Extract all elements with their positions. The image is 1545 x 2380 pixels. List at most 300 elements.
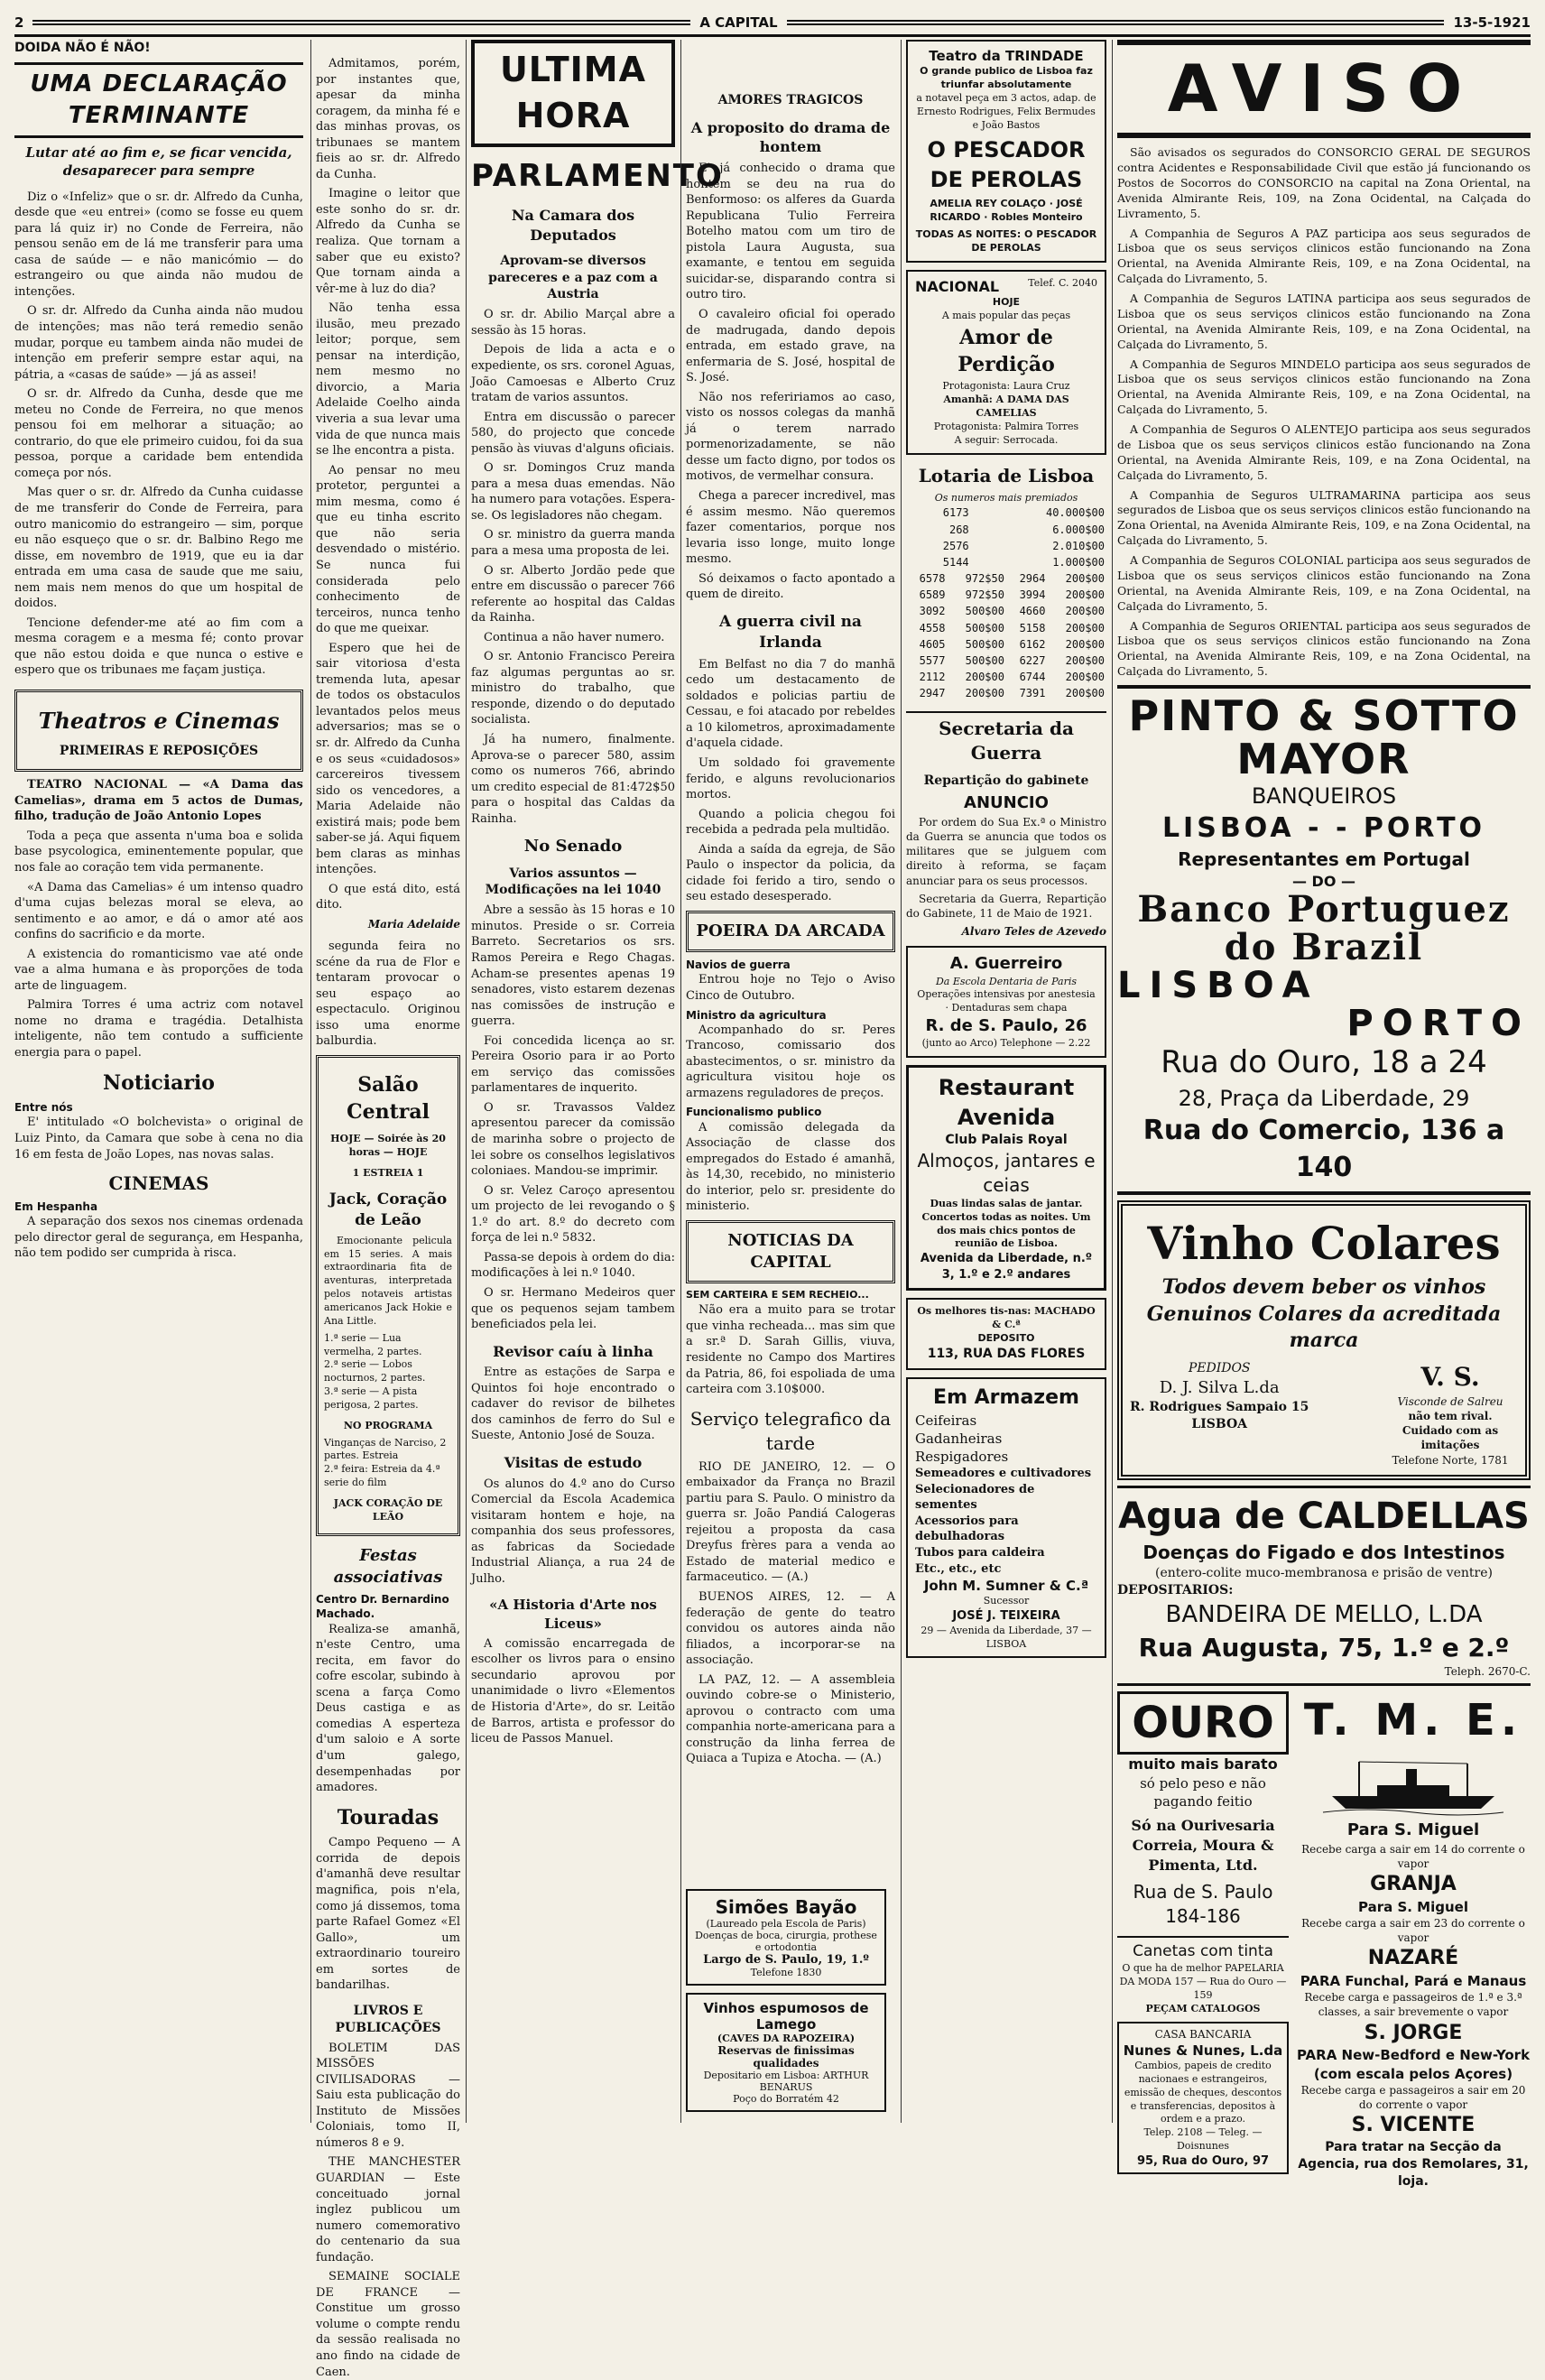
vinho-subtitle: Visconde de Salreu	[1397, 1394, 1503, 1408]
table-cell: 5158	[1019, 621, 1046, 634]
series-item: 1.ª serie — Lua vermelha, 2 partes.	[324, 1331, 422, 1357]
armazem-ad	[906, 1377, 1106, 1659]
guerreiro-title: A. Guerreiro	[949, 954, 1063, 974]
restaurant-club: Club Palais Royal	[945, 1133, 1068, 1148]
poeira-title: POEIRA DA ARCADA	[696, 921, 885, 940]
vinho-pedidos: PEDIDOS	[1188, 1360, 1251, 1375]
guerra-anuncio: ANUNCIO	[964, 793, 1049, 813]
paragraph: O que está dito, está dito.	[316, 882, 460, 912]
telegrafico-title: Serviço telegrafico da tarde	[689, 1407, 892, 1454]
paragraph: O sr. ministro da guerra manda para a mesa uma proposta de lei.	[471, 528, 675, 558]
visitas-title: Visitas de estudo	[504, 1453, 643, 1471]
nacional-ad	[906, 270, 1106, 455]
historia-title: «A Historia d'Arte nos Liceus»	[489, 1597, 657, 1632]
table-cell: 2112	[919, 671, 946, 684]
armazem-item: Respigadores	[915, 1449, 1009, 1465]
paragraph: Espero que hei de sair vitoriosa d'esta tremenda luta, apesar de todos os obstaculos levantados pelos meus adversarios; mas se o sr. dr. Alfredo da Cunha e os seus «cuidadosos» carcereiros tivessem sido os vencedores, a Maria Adelaide não existirá mais; pode bem saber-se já. Aqui fiquem bem claras as minhas intenções.	[316, 641, 460, 877]
table-cell: 6162	[1019, 637, 1046, 651]
column-5	[906, 40, 1106, 2123]
table-cell: 2964	[1019, 572, 1046, 586]
trindade-subtitle: O grande publico de Lisboa faz triunfar absolutamente	[920, 65, 1093, 91]
table-cell: 4660	[1019, 605, 1046, 618]
paragraph: Imagine o leitor que este sonho do sr. dr. Alfredo da Cunha se realiza. Que tornam a saber que eu existo? Que tornam ainda a vêr-me à luz do dia?	[316, 187, 460, 296]
cinemas-title: CINEMAS	[108, 1172, 209, 1195]
casa-bancaria-ad	[1117, 2022, 1289, 2175]
table-row	[906, 603, 1106, 619]
table-cell: 1.000$00	[1052, 555, 1105, 569]
pinto-address-2: 28, Praça da Liberdade, 29	[1178, 1086, 1470, 1112]
armazem-item: Acessorios para debulhadoras	[915, 1514, 1019, 1544]
bayao-desc: Doenças de boca, cirurgia, prothese e ortodontia	[695, 1930, 877, 1953]
pinto-sotto-mayor-ad	[1117, 685, 1531, 1195]
vinho-rival: não tem rival. Cuidado com as imitações	[1402, 1409, 1499, 1452]
cinemas-subtitle: Em Hespanha	[14, 1200, 98, 1214]
program-next: 2.ª feira: Estreia da 4.ª serie do film	[324, 1463, 440, 1489]
armazem-item: Semeadores e cultivadores	[915, 1467, 1092, 1481]
paragraph: RIO DE JANEIRO, 12. — O embaixador da França no Brazil partiu para S. Paulo. O ministro da guerra sr. João Pandiá Calogeras rejeitou a proposta da casa Dreyfus frères para a venda ao Estado de material medico e farmaceutico. — (A.)	[686, 1459, 895, 1585]
table-cell: 2.010$00	[1052, 539, 1105, 552]
noticiario-title: Noticiario	[103, 1070, 215, 1095]
nacional-prot2: Protagonista: Palmira Torres	[933, 420, 1079, 432]
column-1	[14, 40, 303, 2123]
table-cell: 6578	[919, 572, 946, 586]
salao-title: Salão Central	[347, 1073, 430, 1124]
paragraph: Em Belfast no dia 7 do manhã cedo um destacamento de soldados e policias partiu de Cessau, e foi atacado por rebeldes a 10 kilometros, aproximadamente d'aquela cidade.	[686, 657, 895, 751]
paragraph: O sr. Domingos Cruz manda para a mesa duas emendas. Não ha numero para votações. Espera-se. Os legisladores não chegam.	[471, 461, 675, 523]
table-cell: 200$00	[1065, 605, 1105, 618]
subhead-declaracao: Lutar até ao fim e, se ficar vencida, desaparecer para sempre	[25, 144, 292, 180]
tme-ship-desc: PARA New-Bedford e New-York (com escala pelos Açores)	[1296, 2047, 1531, 2082]
table-row	[906, 587, 1106, 603]
series-item: 2.ª serie — Lobos nocturnos, 2 partes.	[324, 1358, 426, 1384]
canetas-foot: PEÇAM CATALOGOS	[1145, 2002, 1261, 2014]
table-cell: 5577	[919, 654, 946, 668]
ouro-subtitle: muito mais barato	[1128, 1755, 1278, 1773]
tme-ship-desc: Recebe carga a sair em 14 do corrente o vapor	[1301, 1842, 1525, 1870]
nacional-prot: Protagonista: Laura Cruz	[942, 380, 1070, 393]
ultima-hora-banner: ULTIMA HORA	[471, 40, 675, 147]
pinto-title: PINTO & SOTTO MAYOR	[1128, 691, 1520, 784]
armazem-address: 29 — Avenida da Liberdade, 37 — LISBOA	[921, 1624, 1092, 1650]
paragraph: Foi concedida licença ao sr. Pereira Osorio para ir ao Porto em serviço das comissões parlamentares de inquerito.	[471, 1033, 675, 1096]
aviso-item: A Companhia de Seguros MINDELO participa aos seus segurados de Lisboa que os seus serviços clinicos estão funcionando na Zona Oriental, na Avenida Almirante Reis, 109, e na Zona Ocidental, na Calçada do Livramento, 5.	[1117, 357, 1531, 417]
armazem-item: Tubos para caldeira	[915, 1545, 1045, 1560]
table-row	[906, 522, 1106, 538]
camara-title: Na Camara dos Deputados	[511, 207, 635, 245]
casa-title: CASA BANCARIA	[1154, 2027, 1252, 2041]
nacional-play: Amor de Perdição	[958, 325, 1055, 376]
trindade-play: O PESCADOR DE PEROLAS	[927, 137, 1086, 192]
irlanda-title: A guerra civil na Irlanda	[719, 612, 862, 652]
tme-ship-name: S. VICENTE	[1351, 2114, 1476, 2137]
paragraph: Ao pensar no meu protetor, perguntei a mim mesma, como é que eu tinha escrito que não seria desvendado o mistério. Se nunca fui considerada pelo conhecimento de terceiros, nunca tenho do que me queixar.	[316, 463, 460, 636]
guerra-title: Secretaria da Guerra	[906, 711, 1106, 765]
paragraph: Um soldado foi gravemente ferido, e alguns revolucionarios mortos.	[686, 756, 895, 802]
caldellas-company: BANDEIRA DE MELLO, L.DA	[1165, 1600, 1483, 1628]
poeira-subtitle: Navios de guerra	[686, 958, 791, 972]
kicker: DOIDA NÃO É NÃO!	[14, 41, 151, 55]
paragraph: Tencione defender-me até ao fim com a mesma coragem e a mesma fé; conto provar que não estou doida e que nunca o estive e espero que os tribunaes me façam justiça.	[14, 616, 303, 678]
tme-ship-desc: Recebe carga e passageiros de 1.ª e 3.ª classes, a sair brevemente o vapor	[1304, 1991, 1522, 2019]
vinho-slogan: Todos devem beber os vinhos Genuinos Colares da acreditada marca	[1146, 1274, 1502, 1353]
armazem-item: Ceifeiras	[915, 1412, 977, 1429]
noticiario-subtitle: Entre nós	[14, 1101, 73, 1115]
lotaria-top-table	[906, 505, 1106, 570]
canetas-title: Canetas com tinta	[1133, 1942, 1273, 1961]
tme-ship-desc: Recebe carga a sair em 23 do corrente o vapor	[1301, 1916, 1525, 1945]
funcionalismo-title: Funcionalismo publico	[686, 1106, 822, 1119]
noticias-title: NOTICIAS DA CAPITAL	[727, 1230, 854, 1273]
theatre-item: TEATRO NACIONAL — «A Dama das Camelias», drama em 5 actos de Dumas, filho, tradução de João Antonio Lopes	[14, 778, 303, 824]
senado-subtitle: Varios assuntos — Modificações na lei 1040	[485, 866, 661, 898]
table-cell: 2947	[919, 687, 946, 700]
table-row	[906, 669, 1106, 685]
table-cell: 200$00	[1065, 687, 1105, 700]
pinto-rep: Representantes em Portugal	[1178, 847, 1470, 870]
caldellas-title: Agua de CALDELLAS	[1118, 1495, 1530, 1537]
nacional-seguir: A seguir: Serrocada.	[954, 433, 1059, 446]
agricultura-title: Ministro da agricultura	[686, 1008, 827, 1022]
parlamento-title: PARLAMENTO	[471, 157, 724, 194]
lamego-subtitle: (CAVES DA RAPOZEIRA)	[717, 2033, 856, 2044]
armazem-owner: JOSÉ J. TEIXEIRA	[952, 1609, 1060, 1624]
table-cell: 200$00	[1065, 588, 1105, 602]
festas-title: Festas associativas	[333, 1545, 443, 1587]
paragraph: Passa-se depois à ordem do dia: modificações à lei n.º 1040.	[471, 1250, 675, 1281]
armazem-item: Selecionadores de sementes	[915, 1482, 1035, 1513]
casa-name: Nunes & Nunes, L.da	[1123, 2042, 1283, 2059]
lamego-title: Vinhos espumosos de Lamego	[703, 2000, 869, 2033]
restaurant-address: Avenida da Liberdade, n.º 3, 1.º e 2.º andares	[920, 1252, 1093, 1282]
bayao-address: Largo de S. Paulo, 19, 1.º	[703, 1953, 869, 1967]
paragraph: Por ordem do Sua Ex.ª o Ministro da Guerra se anuncia que todos os militares que se julguem com direito à reforma, se façam anunciar para os seus processos.	[906, 815, 1106, 887]
paragraph: LA PAZ, 12. — A assembleia ouvindo cobre-se o Ministerio, aprovou o contracto com uma companhia norte-americana para a construção da linha ferrea de Quiaca a Tupiza e Atocha. — (A.)	[686, 1672, 895, 1766]
paragraph: Abre a sessão às 15 horas e 10 minutos. Preside o sr. Correia Barreto. Secretarios os srs. Ramos Pereira e Rego Chagas. Acham-se presentes apenas 19 senadores, visto estarem dezenas nas comissões de instrução e guerra.	[471, 903, 675, 1029]
aviso-item: A Companhia de Seguros COLONIAL participa aos seus segurados de Lisboa que os seus serviços clinicos estão funcionando na Zona Oriental, na Avenida Almirante Reis, 109, e na Zona Ocidental, na Calçada do Livramento, 5.	[1117, 553, 1531, 613]
vinho-dealer: D. J. Silva L.da	[1159, 1377, 1280, 1397]
restaurant-title: Restaurant Avenida	[938, 1075, 1075, 1130]
paragraph: O sr. Travassos Valdez apresentou parecer da comissão de marinha sobre o projecto de lei sobre os conselhos legislativos coloniaes. Mandou-se imprimir.	[471, 1100, 675, 1179]
caldellas-dep: DEPOSITARIOS:	[1117, 1582, 1234, 1597]
lotaria-section	[906, 464, 1106, 702]
table-cell: 3092	[919, 605, 946, 618]
ouro-title: OURO	[1117, 1691, 1289, 1755]
bayao-subtitle: (Laureado pela Escola de Paris)	[706, 1918, 866, 1930]
table-cell: 972$50	[965, 588, 1004, 602]
table-row	[906, 636, 1106, 653]
bayao-ad	[686, 1889, 886, 1986]
paragraph: «A Dama das Camelias» é um intenso quadro d'uma cujas belezas moral se eleva, ao sentimento e ao amor, e dá o amor até aos confins do sacrificio e da morte.	[14, 880, 303, 942]
caldellas-address: Rua Augusta, 75, 1.º e 2.º	[1138, 1632, 1510, 1662]
table-cell: 6.000$00	[1052, 523, 1105, 536]
trindade-cast: AMELIA REY COLAÇO · JOSÉ RICARDO · Robles Monteiro	[930, 198, 1083, 224]
column-6	[1117, 40, 1531, 2189]
noticias-subtitle: SEM CARTEIRA E SEM RECHEIO...	[686, 1289, 869, 1301]
signature: Maria Adelaide	[367, 917, 460, 931]
amores-title: AMORES TRAGICOS	[717, 93, 864, 107]
guerra-signature: Alvaro Teles de Azevedo	[961, 925, 1106, 939]
paragraph: O sr. Alberto Jordão pede que entre em discussão o parecer 766 referente ao hospital das Caldas da Rainha.	[471, 563, 675, 625]
pinto-bank: Banco Portuguez do Brazil	[1137, 888, 1511, 969]
aviso-item: A Companhia de Seguros A PAZ participa aos seus segurados de Lisboa que os seus serviços clinicos estão funcionando na Zona Oriental, na Avenida Almirante Reis, 109, e na Zona Ocidental, na Calçada do Livramento, 5.	[1117, 226, 1531, 286]
paragraph: Já ha numero, finalmente. Aprova-se o parecer 580, assim como os numeros 766, abrindo um credito especial de 81:472$50 para o hospital das Caldas da Rainha.	[471, 733, 675, 826]
pinto-address-3: Rua do Comercio, 136 a 140	[1143, 1115, 1505, 1183]
salao-film: Jack, Coração de Leão	[328, 1190, 448, 1229]
paragraph: O sr. dr. Alfredo da Cunha ainda não mudou de intenções; mas não terá remedio senão mudar, porque eu tambem ainda não mudei de intenção em preferir sempre estar aqui, na pátria, a «casas de saúde» — já as assei!	[14, 304, 303, 382]
pinto-do: — DO —	[1291, 872, 1356, 890]
paragraph: BOLETIM DAS MISSÕES CIVILISADORAS — Saiu esta publicação do Instituto de Missões Coloniais, tomo II, números 8 e 9.	[316, 2041, 460, 2150]
table-cell: 6589	[919, 588, 946, 602]
aviso-item: A Companhia de Seguros LATINA participa aos seus segurados de Lisboa que os seus serviços clinicos estão funcionando na Zona Oriental, na Avenida Almirante Reis, 109, e na Zona Ocidental, na Calçada do Livramento, 5.	[1117, 292, 1531, 351]
table-row	[906, 685, 1106, 701]
paragraph: E' intitulado «O bolchevista» o original de Luiz Pinto, da Camara que sobe à cena no dia 16 em festa de João Lopes, nas novas salas.	[14, 1116, 303, 1162]
nacional-tel: Telef. C. 2040	[1028, 276, 1097, 289]
table-cell: 6173	[942, 506, 969, 520]
nacional-hoje: HOJE	[992, 296, 1021, 309]
aviso-item: São avisados os segurados do CONSORCIO GERAL DE SEGUROS contra Acidentes e Responsabilidade Civil que estão já funcionando os Postos de Socorros do CONSORCIO na capital na Zona Oriental, na Avenida Almirante Reis, 109, na Zona Ocidental, na Calçada do Livramento, 5.	[1117, 145, 1531, 220]
paragraph: Quando a policia chegou foi recebida a pedrada pela multidão.	[686, 807, 895, 838]
paragraph: Os alunos do 4.º ano do Curso Comercial da Escola Academica visitaram hontem e hoje, na companhia dos seus professores, as fabricas da Sociedade Industrial Aliança, a rua 24 de Julho.	[471, 1477, 675, 1586]
paragraph: Entre as estações de Sarpa e Quintos foi hoje encontrado o cadaver do revisor de bilhetes dos caminhos de ferro do Sul e Sueste, Antonio José de Souza.	[471, 1366, 675, 1443]
armazem-item: Gadanheiras	[915, 1430, 1003, 1447]
tme-ship-desc: Para tratar na Secção da Agencia, rua dos Remolares, 31, loja.	[1298, 2139, 1529, 2189]
tme-ship-name: GRANJA	[1370, 1873, 1457, 1896]
table-cell: 500$00	[965, 654, 1004, 668]
paragraph: E' já conhecido o drama que hontem se deu na rua do Benformoso: os alferes da Guarda Republicana Tulio Ferreira Botelho matou com um tiro de pistola Laura Augusta, sua examante, e tentou em seguida suicidar-se, disparando contra si outro tiro.	[686, 162, 895, 302]
tme-ship-name: Para S. Miguel	[1346, 1820, 1480, 1840]
paragraph: Emocionante pelicula em 15 series. A mais extraordinaria fita de aventuras, interpretada pelos notaveis artistas americanos Jack Hokie e Ana Little.	[324, 1234, 452, 1327]
table-cell: 200$00	[965, 671, 1004, 684]
column-4	[686, 85, 895, 2123]
ouro-column	[1117, 1691, 1289, 2190]
restaurant-meals: Almoços, jantares e ceias	[917, 1149, 1096, 1196]
paragraph: Entra em discussão o parecer 580, do projecto que concede pensão às viuvas d'alguns oficiais.	[471, 410, 675, 456]
paragraph: Não nos refeririamos ao caso, visto os nossos colegas da manhã já o terem narrado pormenorizadamente, se não desse um facto digno, por todos os motivos, de vermelhar consura.	[686, 390, 895, 484]
theatres-subtitle: PRIMEIRAS E REPOSIÇÕES	[59, 744, 259, 759]
paragraph: segunda feira no scéne da rua de Flor e tentaram provocar o seu espaço ao espectaculo. Originou isso uma enorme balburdia.	[316, 940, 460, 1049]
paragraph: Depois de lida a acta e o expediente, os srs. coronel Aguas, João Camoesas e Alberto Cruz tratam de varios assuntos.	[471, 343, 675, 405]
machado-title: Os melhores tis-nas: MACHADO & C.ª	[917, 1305, 1096, 1331]
table-cell: 4605	[919, 637, 946, 651]
guerreiro-tel: (junto ao Arco) Telephone — 2.22	[921, 1037, 1091, 1050]
aviso-title: AVISO	[1117, 40, 1531, 138]
trindade-ad	[906, 40, 1106, 263]
table-cell: 200$00	[1065, 654, 1105, 668]
bottom-ads	[1117, 1683, 1531, 2190]
paragraph: O sr. dr. Alfredo da Cunha, desde que me meteu no Conde de Ferreira, no que menos pensou foi em melhorar a situação; ao contrario, do que ele primeiro cuidou, foi da sua pessoa, porque a caridade bem entendida começa por nós.	[14, 387, 303, 480]
ouro-place: Só na Ourivesaria Correia, Moura & Pimenta, Ltd.	[1131, 1817, 1275, 1874]
aviso-item: A Companhia de Seguros ULTRAMARINA participa aos seus segurados de Lisboa que os seus serviços clinicos estão funcionando na Zona Oriental, na Avenida Almirante Reis, 109, e na Zona Ocidental, na Calçada do Livramento, 5.	[1117, 487, 1531, 548]
caldellas-subtitle: Doenças do Figado e dos Intestinos	[1143, 1541, 1505, 1563]
paragraph: Diz o «Infeliz» que o sr. dr. Alfredo da Cunha, desde que «eu entrei» (como se fosse eu quem para lá quiz ir) no Conde de Ferreira, não pensou senão em de lá me transferir para uma casa de saúde — e não manicómio — do estrangeiro ou que ainda não mudou de intenções.	[14, 190, 303, 299]
tme-title: T. M. E.	[1303, 1694, 1523, 1746]
armazem-company: John M. Sumner & C.ª	[923, 1578, 1089, 1595]
poeira-banner	[686, 911, 895, 952]
guerra-subtitle: Repartição do gabinete	[923, 773, 1089, 788]
paragraph: Acompanhado do sr. Peres Trancoso, comissario dos abastecimentos, o sr. ministro da agricultura visitou hoje os armazens reguladores de preços.	[686, 1023, 895, 1100]
paragraph: Continua a não haver numero.	[484, 630, 665, 644]
bayao-title: Simões Bayão	[715, 1896, 857, 1918]
livros-title: LIVROS E PUBLICAÇÕES	[335, 2003, 441, 2035]
table-row	[906, 554, 1106, 570]
theatres-section	[14, 690, 303, 772]
headline-declaracao: UMA DECLARAÇÃO TERMINANTE	[14, 62, 303, 138]
bayao-tel: Telefone 1830	[750, 1967, 822, 1978]
guerreiro-subtitle: Da Escola Dentaria de Paris	[935, 975, 1078, 987]
table-cell: 6744	[1019, 671, 1046, 684]
tme-ship-name: NAZARÉ	[1367, 1947, 1459, 1970]
pinto-porto: PORTO	[1346, 1003, 1531, 1045]
paragraph: Palmira Torres é uma actriz com notavel nome no drama e tragédia. Detalhista inteligente, não tem contudo a sufficiente energia para o papel.	[14, 998, 303, 1060]
issue-date: 13-5-1921	[1453, 14, 1531, 31]
trindade-title: Teatro da TRINDADE	[929, 48, 1084, 64]
table-cell: 200$00	[1065, 637, 1105, 651]
table-cell: 200$00	[1065, 671, 1105, 684]
paragraph: Admitamos, porém, por instantes que, apesar da minha coragem, da minha fé e das minhas provas, os tribunaes se mantem fieis ao sr. dr. Alfredo da Cunha.	[316, 57, 460, 181]
casa-address: 95, Rua do Ouro, 97	[1136, 2153, 1270, 2168]
revisor-title: Revisor caíu à linha	[493, 1342, 653, 1360]
paragraph: BUENOS AIRES, 12. — A federação de gente do teatro convidou os autores ainda não filiados, a incorporar-se na associação.	[686, 1589, 895, 1668]
paragraph: Não era a muito para se trotar que vinha recheada... mas sim que a sr.ª D. Sarah Gillis, viuva, residente no Campo dos Martires da Patria, 86, foi espoliada de uma carteira com 3.10$000.	[686, 1303, 895, 1397]
pinto-subtitle: BANQUEIROS	[1251, 783, 1397, 809]
paragraph: Realiza-se amanhã, n'este Centro, uma recita, em favor do cofre escolar, subindo à scena a farça Como Deus castiga e as comedias A esperteza d'um saloio e A sorte d'um galego, desempenhadas por amadores.	[316, 1622, 460, 1795]
column-3	[471, 40, 724, 2123]
tme-ship-desc: PARA Funchal, Pará e Manaus	[1300, 1973, 1527, 1990]
table-row	[906, 538, 1106, 554]
paragraph: Toda a peça que assenta n'uma boa e solida base psycologica, eminentemente popular, que nos fale ao coração tem vida permanente.	[14, 829, 303, 875]
machado-address: 113, RUA DAS FLORES	[927, 1346, 1086, 1361]
guerreiro-address: R. de S. Paulo, 26	[925, 1016, 1087, 1036]
table-row	[906, 653, 1106, 669]
paragraph: Entrou hoje no Tejo o Aviso Cinco de Outubro.	[686, 973, 895, 1003]
aviso-item: A Companhia de Seguros ORIENTAL participa aos seus segurados de Lisboa que os seus serviços clinicos estão funcionando na Zona Oriental, na Avenida Almirante Reis, 109, e na Zona Ocidental, na Calçada do Livramento, 5.	[1117, 618, 1531, 679]
paragraph: O sr. Hermano Medeiros quer que os pequenos sejam tambem beneficiados pela lei.	[471, 1285, 675, 1332]
armazem-title: Em Armazem	[933, 1385, 1079, 1409]
pinto-lisboa: LISBOA	[1117, 965, 1319, 1007]
table-cell: 200$00	[1065, 572, 1105, 586]
table-cell: 268	[948, 523, 969, 536]
casa-desc: Cambios, papeis de credito nacionaes e estrangeiros, emissão de cheques, descontos e transferencias, depositos à ordem e a prazo.	[1124, 2060, 1282, 2125]
guerreiro-ad	[906, 946, 1106, 1058]
caldellas-tel: Teleph. 2670-C.	[1444, 1665, 1531, 1679]
caldellas-desc: (entero-colite muco-membranosa e prisão de ventre)	[1155, 1565, 1493, 1580]
table-cell: 5144	[942, 555, 969, 569]
amores-headline: A proposito do drama de hontem	[690, 118, 891, 156]
lamego-ad	[686, 1993, 886, 2112]
column-2	[316, 56, 460, 2379]
table-cell: 7391	[1019, 687, 1046, 700]
festas-subtitle: Centro Dr. Bernardino Machado.	[316, 1593, 449, 1621]
lamego-address: Poço do Borratém 42	[733, 2093, 839, 2105]
lamego-deposit: Depositario em Lisboa: ARTHUR BENARUS	[703, 2070, 869, 2093]
table-cell: 200$00	[965, 687, 1004, 700]
salao-episode: 1 ESTREIA 1	[352, 1167, 424, 1180]
vinho-address: R. Rodrigues Sampaio 15	[1130, 1400, 1309, 1415]
ouro-address: Rua de S. Paulo 184-186	[1133, 1881, 1273, 1928]
ouro-desc: só pelo peso e não pagando feitio	[1140, 1774, 1266, 1810]
table-cell: 200$00	[1065, 621, 1105, 634]
program-title: NO PROGRAMA	[343, 1419, 433, 1431]
paragraph: A comissão encarregada de escolher os livros para o ensino secundario aprovou por unanimidade o livro «Elementos de Historia d'Arte», do sr. Leitão de Barros, artista e professor do liceu de Passos Manuel.	[471, 1636, 675, 1746]
paragraph: Não tenha essa ilusão, meu prezado leitor; porque, sem pensar na interdição, nem mesmo no divorcio, a Maria Adelaide Coelho ainda viveria a sua levar uma vida de que nunca mais se lhe encontra a pista.	[316, 301, 460, 458]
paragraph: Mas quer o sr. dr. Alfredo da Cunha cuidasse de me transferir do Conde de Ferreira, para outro manicomio do estrangeiro — sim, porque eu não esqueço que o sr. dr. Balbino Rego me disse, em novembro de 1919, que eu ia dar entrada em uma casa de saude que me saiu, nem mais nem menos do que um hospital de doidos.	[14, 486, 303, 611]
machado-ad	[906, 1298, 1106, 1369]
noticias-banner	[686, 1220, 895, 1284]
senado-title: No Senado	[523, 837, 623, 857]
machado-subtitle: DEPOSITO	[977, 1332, 1035, 1345]
camara-subtitle: Aprovam-se diversos pareceres e a paz com a Austria	[488, 253, 658, 302]
pinto-address-1: Rua do Ouro, 18 a 24	[1161, 1044, 1487, 1081]
paragraph: THE MANCHESTER GUARDIAN — Este conceituado jornal inglez publicou um numero comemorativo do centenario da sua fundação.	[316, 2155, 460, 2264]
program-item: Vinganças de Narciso, 2 partes. Estreia	[324, 1436, 447, 1462]
paragraph: SEMAINE SOCIALE DE FRANCE — Constitue um grosso volume o compte rendu da sessão realisada no ano findo na cidade de Caen.	[316, 2270, 460, 2379]
tme-ship-desc: Para S. Miguel	[1358, 1898, 1468, 1915]
table-cell: 500$00	[965, 605, 1004, 618]
theatres-title: Theatros e Cinemas	[38, 707, 280, 734]
tme-ship-name: S. JORGE	[1364, 2021, 1463, 2044]
paragraph: O cavaleiro oficial foi operado de madrugada, dando depois entrada, em estado grave, na enfermaria de S. José, hospital de S. José.	[686, 308, 895, 385]
touradas-title: Touradas	[337, 1805, 439, 1829]
lotaria-table	[906, 570, 1106, 702]
armazem-item: Etc., etc., etc	[915, 1561, 1002, 1576]
paragraph: O sr. dr. Abilio Marçal abre a sessão às 15 horas.	[471, 308, 675, 338]
salao-central-ad	[316, 1055, 460, 1536]
table-cell: 500$00	[965, 621, 1004, 634]
article-col-a	[14, 190, 303, 682]
table-cell: 972$50	[965, 572, 1004, 586]
vinho-title: Vinho Colares	[1147, 1217, 1501, 1271]
table-row	[906, 620, 1106, 636]
paragraph: Campo Pequeno — A corrida de depois d'amanhã deve resultar magnifica, pois n'ela, como já dissemos, toma parte Rafael Gomez «El Gallo», um extraordinario toureiro em sortes de bandarilhas.	[316, 1836, 460, 1993]
paper-name: A CAPITAL	[699, 14, 778, 31]
paragraph: Só deixamos o facto apontado a quem de direito.	[686, 571, 895, 602]
lotaria-title: Lotaria de Lisboa	[918, 464, 1095, 486]
vinho-tel: Telefone Norte, 1781	[1392, 1453, 1509, 1467]
table-cell: 3994	[1019, 588, 1046, 602]
table-cell: 40.000$00	[1045, 506, 1105, 520]
restaurant-desc: Duas lindas salas de jantar. Concertos todas as noites. Um dos mais chics pontos de reunião de Lisboa.	[921, 1197, 1091, 1250]
paragraph: A comissão delegada da Associação de classe dos empregados do Estado é amanhã, às 14,30, recebido, no ministerio do interior, pelo sr. presidente do ministerio.	[686, 1120, 895, 1214]
table-row	[906, 505, 1106, 521]
paragraph: Secretaria da Guerra, Repartição do Gabinete, 11 de Maio de 1921.	[906, 892, 1106, 920]
vinho-city: LISBOA	[1191, 1417, 1247, 1432]
lamego-desc: Reservas de finissimas qualidades	[717, 2044, 855, 2070]
lotaria-subtitle: Os numeros mais premiados	[934, 491, 1078, 504]
series-item: 3.ª serie — A pista perigosa, 2 partes.	[324, 1385, 419, 1411]
paragraph: Ainda a saída da egreja, de São Paulo o inspector da policia, da cidade foi ferido a tiro, sendo o seu estado desesperado.	[686, 842, 895, 904]
table-cell: 6227	[1019, 654, 1046, 668]
caldellas-ad	[1117, 1486, 1531, 1683]
nacional-title: NACIONAL	[915, 277, 1000, 295]
canetas-desc: O que ha de melhor PAPELARIA DA MODA 157 — Rua do Ouro — 159	[1119, 1962, 1287, 2001]
table-cell: 4558	[919, 621, 946, 634]
program-film: JACK CORAÇÃO DE LEÃO	[333, 1496, 443, 1523]
table-cell: 2576	[942, 539, 969, 552]
aviso-item: A Companhia de Seguros O ALENTEJO participa aos seus segurados de Lisboa que os seus serviços clinicos estão funcionando na Zona Oriental, na Avenida Almirante Reis, 109, e na Zona Ocidental, na Calçada do Livramento, 5.	[1117, 422, 1531, 482]
guerreiro-text: Operações intensivas por anestesia · Dentaduras sem chapa	[917, 988, 1096, 1014]
table-row	[906, 570, 1106, 587]
canetas-ad	[1117, 1936, 1289, 2015]
tme-column	[1296, 1691, 1531, 2190]
paragraph: Chega a parecer incredivel, mas é assim mesmo. Não queremos fazer comentarios, porque nos levaria isso longe, muito longe mesmo.	[686, 489, 895, 567]
restaurant-ad	[906, 1065, 1106, 1291]
trindade-foot: TODAS AS NOITES: O PESCADOR DE PEROLAS	[915, 227, 1097, 254]
pinto-cities: LISBOA - - PORTO	[1161, 812, 1486, 845]
ship-illustration	[1323, 1753, 1503, 1816]
page-number: 2	[14, 14, 24, 31]
table-cell: 500$00	[965, 637, 1004, 651]
paragraph: A separação dos sexos nos cinemas ordenada pelo director geral de segurança, em Hespanha, não tem podido ser cumprida à risca.	[14, 1215, 303, 1261]
